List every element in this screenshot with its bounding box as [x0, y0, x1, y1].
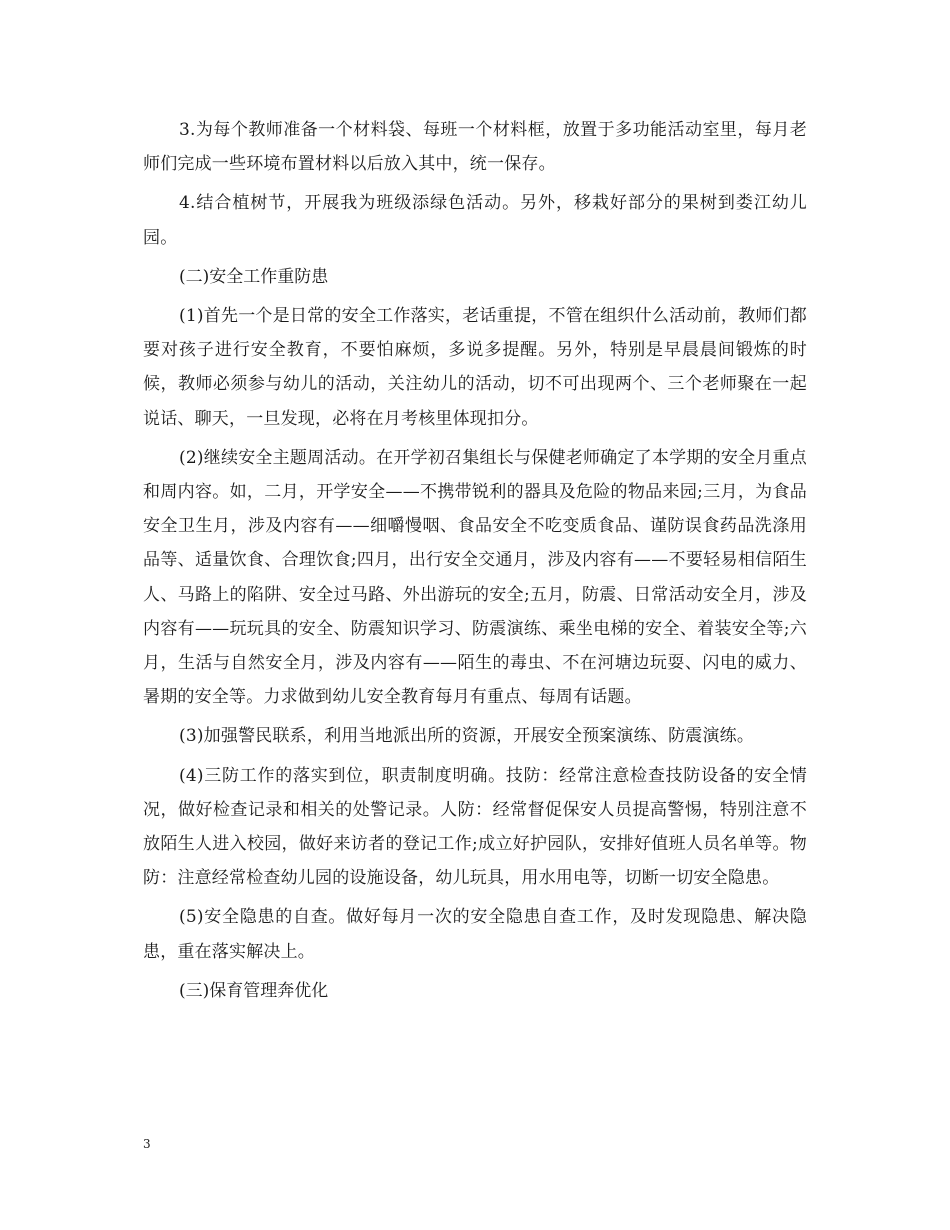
paragraph-three-defenses: (4)三防工作的落实到位，职责制度明确。技防：经常注意检查技防设备的安全情况，做好检查记录和相关的处警记录。人防：经常督促保安人员提高警惕，特别注意不放陌生人进入校园，做好来访者的登记工作;成立好护园队，安排好值班人员名单等。物防：注意经常检查幼儿园的设施设备，幼儿玩具，用水用电等，切断一切安全隐患。: [143, 765, 807, 889]
paragraph-hazard-self-check: (5)安全隐患的自查。做好每月一次的安全隐患自查工作，及时发现隐患、解决隐患，重在落实解决上。: [143, 907, 807, 962]
paragraph-police-cooperation: (3)加强警民联系，利用当地派出所的资源，开展安全预案演练、防震演练。: [179, 726, 755, 747]
paragraph-daily-safety: (1)首先一个是日常的安全工作落实，老话重提，不管在组织什么活动前，教师们都要对孩子进行安全教育，不要怕麻烦，多说多提醒。另外，特别是早晨晨间锻炼的时候，教师必须参与幼儿的活动，关注幼儿的活动，切不可出现两个、三个老师聚在一起说话、聊天，一旦发现，必将在月考核里体现扣分。: [143, 306, 807, 429]
document-body: [143, 113, 807, 1013]
section-heading-care-management: (三)保育管理奔优化: [179, 980, 329, 1001]
page-number: 3: [143, 1137, 151, 1151]
section-heading-safety: (二)安全工作重防患: [179, 266, 329, 287]
paragraph-material-bags: 3.为每个教师准备一个材料袋、每班一个材料框，放置于多功能活动室里，每月老师们完成一些环境布置材料以后放入其中，统一保存。: [143, 120, 807, 175]
paragraph-tree-planting: 4.结合植树节，开展我为班级添绿色活动。另外，移栽好部分的果树到娄江幼儿园。: [143, 193, 807, 248]
paragraph-safety-theme-weeks: (2)继续安全主题周活动。在开学初召集组长与保健老师确定了本学期的安全月重点和周内容。如，二月，开学安全——不携带锐利的器具及危险的物品来园;三月，为食品安全卫生月，涉及内容有——细嚼慢咽、食品安全不吃变质食品、谨防误食药品洗涤用品等、适量饮食、合理饮食;四月，出行安全交通月，涉及内容有——不要轻易相信陌生人、马路上的陷阱、安全过马路、外出游玩的安全;五月，防震、日常活动安全月，涉及内容有——玩玩具的安全、防震知识学习、防震演练、乘坐电梯的安全、着装安全等;六月，生活与自然安全月，涉及内容有——陌生的毒虫、不在河塘边玩耍、闪电的威力、暑期的安全等。力求做到幼儿安全教育每月有重点、每周有话题。: [143, 447, 807, 708]
